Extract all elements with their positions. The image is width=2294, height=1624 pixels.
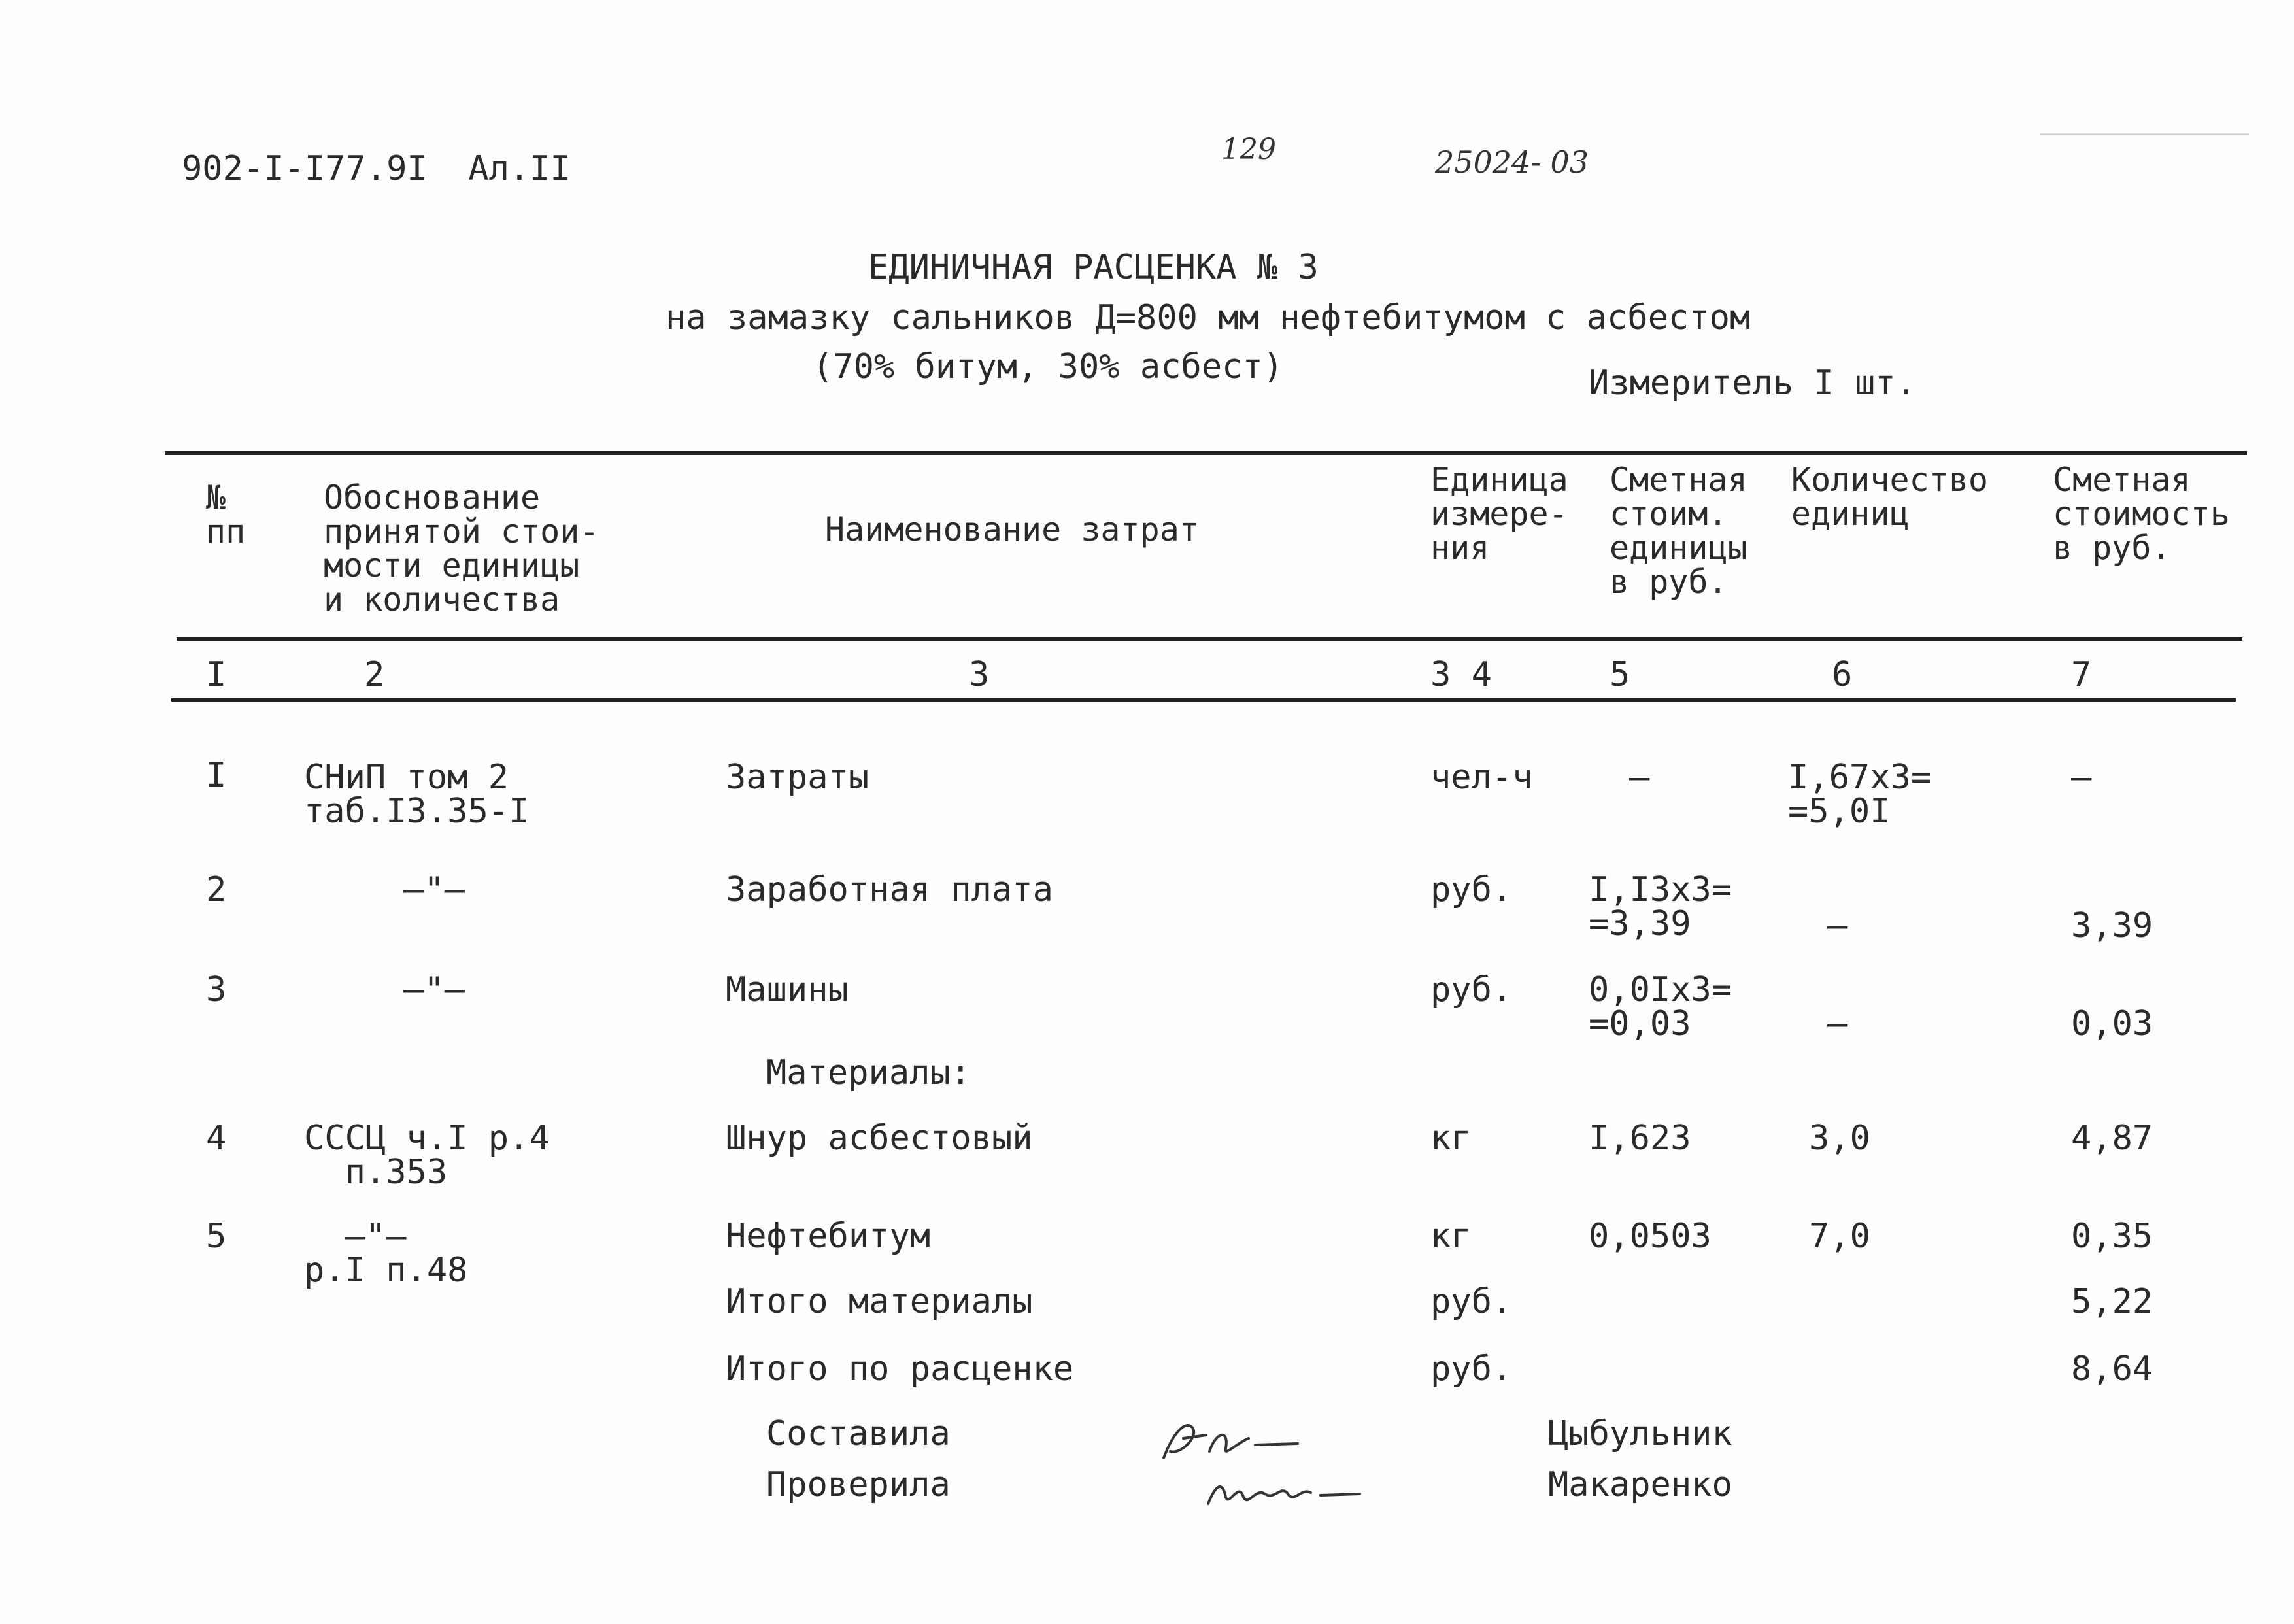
col-number-5: 5 bbox=[1610, 655, 1630, 694]
row-qty: 3,0 bbox=[1809, 1119, 1870, 1158]
row-qty: I,67х3= =5,0I bbox=[1788, 758, 1932, 831]
row-total: 3,39 bbox=[2071, 906, 2153, 945]
row-basis: СССЦ ч.I р.4 п.353 bbox=[304, 1119, 550, 1192]
col-header-total: Сметная стоимость в руб. bbox=[2053, 461, 2230, 567]
document-subtitle: на замазку сальников Д=800 мм нефтебитумом с асбестом bbox=[666, 298, 1751, 337]
row-unit: руб. bbox=[1430, 1349, 1513, 1389]
row-qty: – bbox=[1827, 906, 1848, 945]
table-top-rule bbox=[165, 451, 2247, 455]
row-unit: руб. bbox=[1430, 970, 1513, 1009]
page-number: 129 bbox=[1221, 133, 1276, 166]
col-header-unit: Единица измере- ния bbox=[1430, 461, 1568, 567]
row-basis: –"– bbox=[403, 970, 465, 1009]
document-subtitle-composition: (70% битум, 30% асбест) bbox=[813, 347, 1284, 386]
col-header-unit-price: Сметная стоим. единицы в руб. bbox=[1610, 461, 1747, 601]
row-total: 8,64 bbox=[2071, 1349, 2153, 1389]
row-name: Итого материалы bbox=[726, 1282, 1033, 1321]
row-price: I,I3х3= =3,39 bbox=[1589, 870, 1732, 943]
compiled-signature bbox=[1157, 1412, 1307, 1468]
col-number-6: 6 bbox=[1832, 655, 1853, 694]
row-basis: –"– bbox=[403, 870, 465, 909]
row-unit: кг bbox=[1430, 1217, 1472, 1256]
row-total: 0,03 bbox=[2071, 1004, 2153, 1043]
row-price: – bbox=[1629, 758, 1650, 797]
col-header-name: Наименование затрат bbox=[825, 511, 1199, 549]
row-total: – bbox=[2071, 758, 2092, 797]
row-name: Итого по расценке bbox=[726, 1349, 1074, 1389]
row-price: 0,0503 bbox=[1589, 1217, 1712, 1256]
row-no: 2 bbox=[206, 870, 227, 909]
row-price: I,623 bbox=[1589, 1119, 1691, 1158]
scan-mark bbox=[2040, 133, 2249, 135]
compiled-by-name: Цыбульник bbox=[1548, 1414, 1732, 1453]
row-unit: руб. bbox=[1430, 870, 1513, 909]
checked-signature bbox=[1203, 1468, 1366, 1514]
materials-section-label: Материалы: bbox=[766, 1053, 971, 1092]
col-header-basis: Обоснование принятой стои- мости единицы и количества bbox=[324, 479, 599, 618]
row-name: Заработная плата bbox=[726, 870, 1053, 909]
row-qty: 7,0 bbox=[1809, 1217, 1870, 1256]
header-bottom-rule bbox=[177, 637, 2242, 641]
row-basis: –"– р.I п.48 bbox=[304, 1217, 468, 1290]
col-number-7: 7 bbox=[2071, 655, 2092, 694]
row-unit: кг bbox=[1430, 1119, 1472, 1158]
checked-by-name: Макаренко bbox=[1548, 1465, 1732, 1504]
row-basis: СНиП том 2 таб.I3.35-I bbox=[304, 758, 530, 831]
row-total: 4,87 bbox=[2071, 1119, 2153, 1158]
row-name: Машины bbox=[726, 970, 849, 1009]
row-no: I bbox=[206, 756, 227, 795]
row-unit: руб. bbox=[1430, 1282, 1513, 1321]
row-no: 4 bbox=[206, 1119, 227, 1158]
row-name: Шнур асбестовый bbox=[726, 1119, 1033, 1158]
row-no: 3 bbox=[206, 970, 227, 1009]
col-number-2: 2 bbox=[364, 655, 385, 694]
compiled-by-label: Составила bbox=[766, 1414, 951, 1453]
row-name: Затраты bbox=[726, 758, 869, 797]
column-numbers-rule bbox=[171, 698, 2236, 702]
checked-by-label: Проверила bbox=[766, 1465, 951, 1504]
row-unit: чел-ч bbox=[1430, 758, 1533, 797]
document-title: ЕДИНИЧНАЯ РАСЦЕНКА № 3 bbox=[868, 248, 1319, 287]
col-header-quantity: Количество единиц bbox=[1791, 461, 1989, 533]
row-price: 0,0Iх3= =0,03 bbox=[1589, 970, 1732, 1043]
col-header-no: № пп bbox=[206, 479, 246, 550]
col-number-1: I bbox=[206, 655, 227, 694]
document-code: 902-I-I77.9I Ал.II bbox=[182, 149, 571, 188]
row-name: Нефтебитум bbox=[726, 1217, 931, 1256]
row-total: 5,22 bbox=[2071, 1282, 2153, 1321]
col-number-3: 3 bbox=[969, 655, 990, 694]
col-number-4: 3 4 bbox=[1430, 655, 1492, 694]
row-total: 0,35 bbox=[2071, 1217, 2153, 1256]
measure-unit: Измеритель I шт. bbox=[1589, 364, 1916, 403]
row-no: 5 bbox=[206, 1217, 227, 1256]
row-qty: – bbox=[1827, 1004, 1848, 1043]
document-number: 25024- 03 bbox=[1435, 144, 1589, 180]
